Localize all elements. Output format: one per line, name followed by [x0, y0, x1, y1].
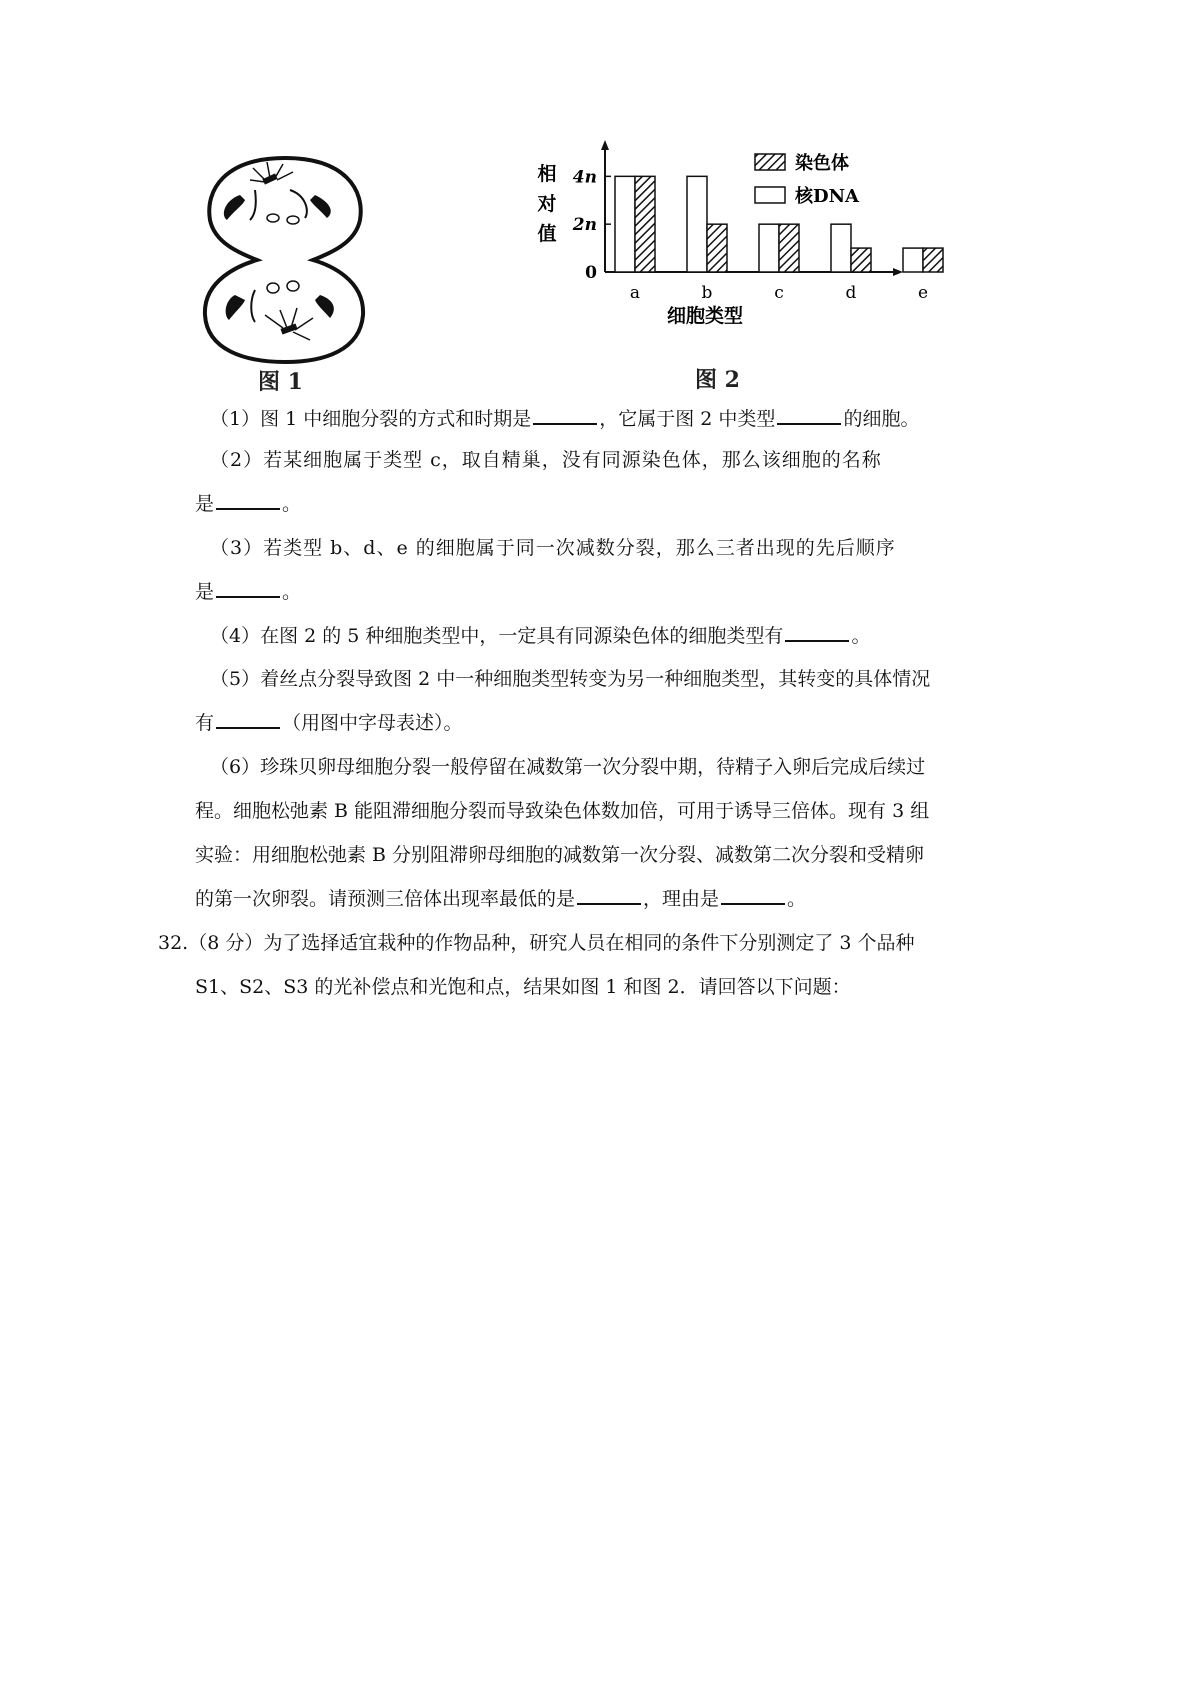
- question-5-line-1: （5）着丝点分裂导致图 2 中一种细胞类型转变为另一种细胞类型，其转变的具体情况: [210, 668, 931, 690]
- question-1-text-c: 的细胞。: [843, 408, 920, 430]
- legend-swatch-chromosome: [755, 154, 785, 170]
- question-1: [210, 405, 1020, 434]
- question-4: [210, 622, 1020, 651]
- question-32-line-2: S1、S2、S3 的光补偿点和光饱和点，结果如图 1 和图 2．请回答以下问题：: [195, 976, 851, 998]
- question-6-line-2: 程。细胞松弛素 B 能阻滞细胞分裂而导致染色体数加倍，可用于诱导三倍体。现有 3 组: [195, 800, 930, 822]
- question-6-text-c: 。: [787, 888, 807, 910]
- bar-c-dna: [759, 224, 779, 272]
- legend-label-chromosome: 染色体: [795, 153, 849, 174]
- question-4-text-b: 。: [851, 625, 871, 647]
- x-tick-label-d: d: [845, 283, 857, 303]
- question-3-text-a: 是: [195, 581, 215, 603]
- y-tick-label-1: 2n: [572, 215, 597, 236]
- bar-b-dna: [687, 176, 707, 272]
- question-1-text-b: ，它属于图 2 中类型: [599, 408, 776, 430]
- x-axis-arrow: [893, 268, 903, 276]
- y-axis-label-char-2: 值: [537, 223, 557, 245]
- question-3-line-1: （3）若类型 b、d、e 的细胞属于同一次减数分裂，那么三者出现的先后顺序: [210, 537, 896, 559]
- question-6-text-a: 的第一次卵裂。请预测三倍体出现率最低的是: [195, 888, 576, 910]
- figure-1: [195, 150, 375, 375]
- answer-blank[interactable]: [785, 622, 849, 642]
- figure-1-caption: 图 1: [258, 369, 303, 395]
- question-6-text-b: ，理由是: [643, 888, 720, 910]
- bar-e-chromosome: [923, 248, 943, 272]
- answer-blank[interactable]: [777, 405, 841, 425]
- bar-a-dna: [615, 176, 635, 272]
- question-6-line-3: 实验：用细胞松弛素 B 分别阻滞卵母细胞的减数第一次分裂、减数第二次分裂和受精卵: [195, 844, 925, 866]
- question-4-text-a: （4）在图 2 的 5 种细胞类型中，一定具有同源染色体的细胞类型有: [210, 625, 784, 647]
- bar-chart: [525, 140, 985, 360]
- answer-blank[interactable]: [216, 578, 280, 598]
- x-tick-label-c: c: [774, 283, 784, 303]
- question-6-line-1: （6）珍珠贝卵母细胞分裂一般停留在减数第一次分裂中期，待精子入卵后完成后续过: [210, 756, 926, 778]
- legend-swatch-dna: [755, 187, 785, 203]
- legend: [755, 152, 860, 207]
- question-3-line-2: [195, 578, 1005, 607]
- y-axis-arrow: [601, 140, 609, 150]
- bar-e-dna: [903, 248, 923, 272]
- figure-2-caption: 图 2: [695, 367, 740, 393]
- bar-c-chromosome: [779, 224, 799, 272]
- legend-label-dna: 核DNA: [795, 186, 860, 207]
- y-axis-label-char-1: 对: [537, 193, 557, 215]
- bar-a-chromosome: [635, 176, 655, 272]
- question-3-text-b: 。: [282, 581, 302, 603]
- question-32-line-1: 32.（8 分）为了选择适宜栽种的作物品种，研究人员在相同的条件下分别测定了 3 个品种: [158, 932, 915, 954]
- bar-d-dna: [831, 224, 851, 272]
- question-2-text-a: 是: [195, 493, 215, 515]
- figure-2: [525, 140, 985, 360]
- question-2-line-1: （2）若某细胞属于类型 c，取自精巢，没有同源染色体，那么该细胞的名称: [210, 449, 882, 471]
- bar-d-chromosome: [851, 248, 871, 272]
- y-tick-label-2: 4n: [572, 167, 597, 188]
- question-2-text-b: 。: [282, 493, 302, 515]
- x-tick-label-b: b: [701, 283, 713, 303]
- question-1-text-a: （1）图 1 中细胞分裂的方式和时期是: [210, 408, 532, 430]
- question-2-line-2: [195, 490, 1005, 519]
- answer-blank[interactable]: [577, 885, 641, 905]
- y-tick-label-0: 0: [585, 263, 597, 283]
- question-5-text-b: （用图中字母表述）。: [282, 712, 463, 734]
- y-axis-label-char-0: 相: [537, 163, 557, 185]
- x-tick-label-a: a: [629, 283, 641, 303]
- question-6-line-4: [195, 885, 1005, 914]
- question-5-text-a: 有: [195, 712, 215, 734]
- x-axis-label: 细胞类型: [666, 305, 744, 327]
- x-tick-label-e: e: [917, 283, 929, 303]
- answer-blank[interactable]: [216, 490, 280, 510]
- cell-division-drawing: [195, 150, 375, 375]
- question-5-line-2: [195, 709, 1005, 738]
- answer-blank[interactable]: [533, 405, 597, 425]
- answer-blank[interactable]: [721, 885, 785, 905]
- bar-b-chromosome: [707, 224, 727, 272]
- answer-blank[interactable]: [216, 709, 280, 729]
